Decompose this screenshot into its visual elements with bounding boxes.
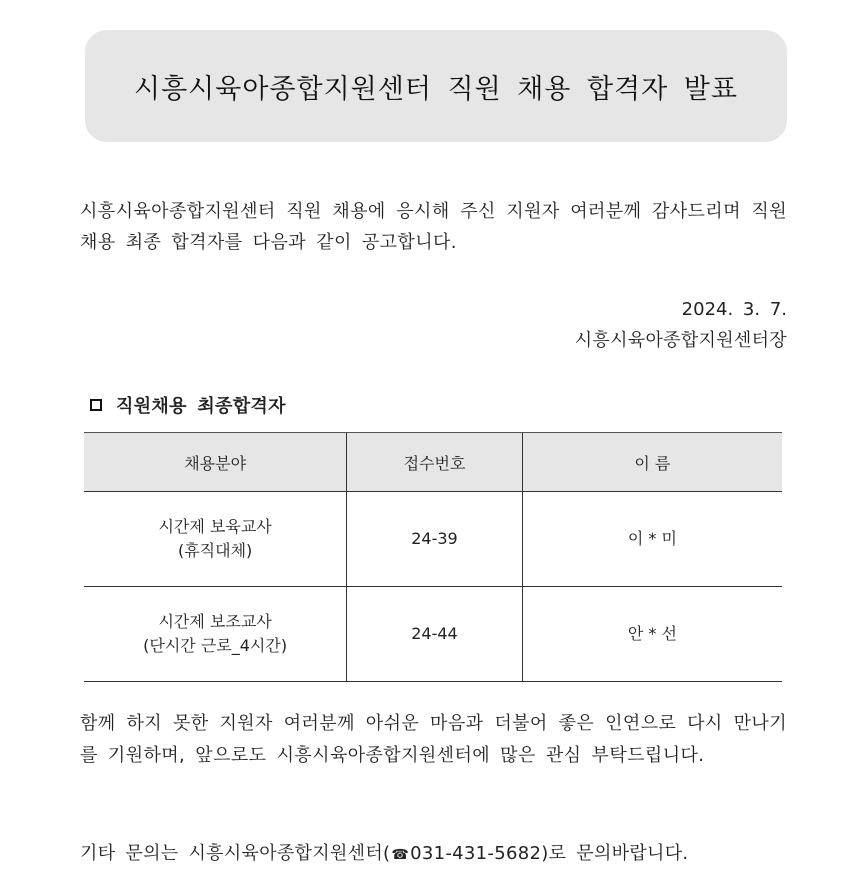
field-subtitle: (단시간 근로_4시간) bbox=[143, 636, 288, 655]
field-title: 시간제 보조교사 bbox=[158, 612, 272, 631]
table-row bbox=[84, 492, 782, 587]
contact-line bbox=[80, 838, 688, 871]
field-subtitle: (휴직대체) bbox=[177, 541, 253, 560]
announcement-date: 2024. 3. 7. bbox=[681, 299, 787, 320]
header-name: 이 름 bbox=[522, 433, 782, 492]
contact-prefix: 기타 문의는 시흥시육아종합지원센터( bbox=[80, 843, 391, 864]
contact-suffix: )로 문의바랍니다. bbox=[541, 843, 689, 864]
checkbox-icon bbox=[90, 399, 102, 411]
field-title: 시간제 보육교사 bbox=[158, 517, 272, 536]
page-title: 시흥시육아종합지원센터 직원 채용 합격자 발표 bbox=[134, 73, 738, 105]
results-table bbox=[84, 432, 782, 682]
intro-paragraph: 시흥시육아종합지원센터 직원 채용에 응시해 주신 지원자 여러분께 감사드리며 직원 채용 최종 합격자를 다음과 같이 공고합니다. bbox=[80, 201, 787, 253]
table-header-row bbox=[84, 433, 782, 492]
field-cell bbox=[84, 587, 347, 682]
phone-icon: ☎ bbox=[391, 847, 410, 863]
section-heading bbox=[90, 392, 286, 418]
number-cell: 24-39 bbox=[347, 492, 523, 587]
name-cell: 안 * 선 bbox=[522, 587, 782, 682]
name-cell: 이 * 미 bbox=[522, 492, 782, 587]
field-cell bbox=[84, 492, 347, 587]
title-banner bbox=[85, 30, 787, 142]
header-number: 접수번호 bbox=[347, 433, 523, 492]
closing-paragraph: 함께 하지 못한 지원자 여러분께 아쉬운 마음과 더불어 좋은 인연으로 다시 만나기를 기원하며, 앞으로도 시흥시육아종합지원센터에 많은 관심 부탁드립니다. bbox=[80, 713, 787, 766]
header-field: 채용분야 bbox=[84, 433, 347, 492]
contact-phone: 031-431-5682 bbox=[410, 843, 542, 864]
section-heading-label: 직원채용 최종합격자 bbox=[116, 396, 286, 417]
number-cell: 24-44 bbox=[347, 587, 523, 682]
issuer-signature: 시흥시육아종합지원센터장 bbox=[574, 330, 787, 351]
table-row bbox=[84, 587, 782, 682]
